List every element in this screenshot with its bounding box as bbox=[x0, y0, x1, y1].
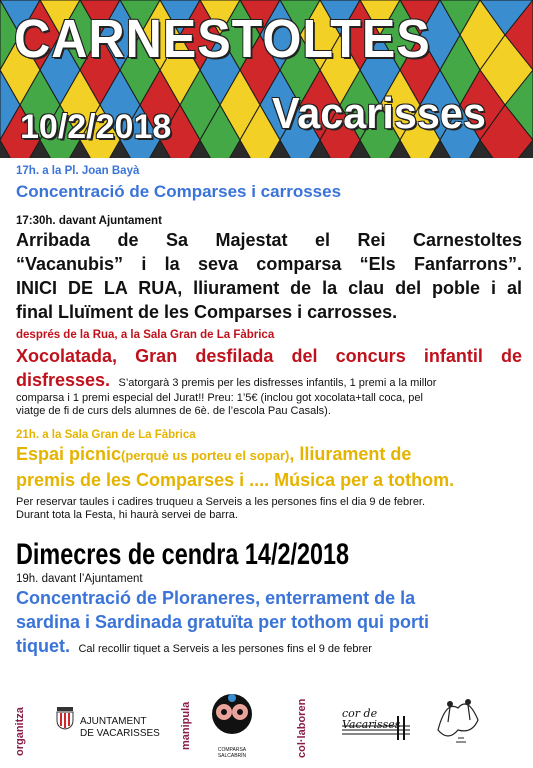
event-text-line: final Lluïment de les Comparses i carrosses. bbox=[16, 302, 398, 322]
banner-town: Vacarisses bbox=[272, 89, 486, 138]
comparsa-text: COMPARSA SALCABRÍN bbox=[217, 747, 247, 759]
event-concentracio bbox=[16, 164, 522, 214]
wednesday-heading: Dimecres de cendra 14/2/2018 bbox=[16, 538, 350, 571]
organitza-label: organitza bbox=[14, 707, 26, 756]
event-text-line: Espai picnic bbox=[16, 444, 122, 464]
cor-vacarisses-logo bbox=[340, 704, 412, 749]
ajuntament-line2: DE VACARISSES bbox=[80, 728, 160, 739]
event-note: S’atorgarà 3 premis per les disfresses infantils, 1 premi a la millor bbox=[118, 377, 437, 389]
event-text-line: “Vacanubis” i la seva comparsa “Els Fanfarrons”. bbox=[16, 254, 522, 274]
dancers-icon bbox=[428, 690, 490, 750]
event-note: Per reservar taules i cadires truqueu a Serveis a les persones fins el dia 9 de febrer. bbox=[16, 496, 426, 508]
event-text-line: premis de les Comparses i .... Música per a tothom. bbox=[16, 470, 455, 490]
event-headline: Concentració de Comparses i carrosses bbox=[16, 182, 342, 201]
banner-date: 10/2/2018 bbox=[20, 108, 172, 146]
dance-group-logo bbox=[428, 690, 490, 755]
wednesday-section bbox=[16, 540, 522, 658]
ajuntament-text bbox=[80, 716, 160, 740]
footer-logos bbox=[0, 684, 533, 764]
event-time: 21h. a la Sala Gran de La Fàbrica bbox=[16, 429, 196, 441]
cor-text: cor de Vacarisses bbox=[342, 707, 401, 731]
header-banner bbox=[0, 0, 533, 158]
event-text-line: tiquet. bbox=[16, 636, 70, 656]
banner-title: CARNESTOLTES bbox=[14, 9, 431, 69]
event-text-line: INICI DE LA RUA, lliurament de la clau del poble i al bbox=[16, 278, 522, 298]
event-time: 17h. a la Pl. Joan Bayà bbox=[16, 165, 140, 177]
colaboren-label: col·laboren bbox=[296, 698, 308, 758]
coat-of-arms-icon bbox=[56, 706, 74, 730]
event-picnic bbox=[16, 428, 522, 540]
ajuntament-line1: AJUNTAMENT bbox=[80, 716, 147, 727]
event-note: comparsa i 1 premi especial del Jurat!! Preu: 1’5€ (inclou got xocolata+tall coca, pel bbox=[16, 392, 423, 404]
manipula-label: manipula bbox=[180, 701, 192, 750]
event-text-line: Arribada de Sa Majestat el Rei Carnestoltes bbox=[16, 230, 522, 250]
event-text-row bbox=[16, 442, 522, 468]
event-xocolatada bbox=[16, 328, 522, 428]
event-text-row bbox=[16, 634, 522, 658]
program-content bbox=[16, 164, 522, 658]
event-arribada bbox=[16, 214, 522, 328]
event-text-line: Concentració de Ploraneres, enterrament de la bbox=[16, 588, 416, 608]
event-text-aside: (perquè us porteu el sopar) bbox=[121, 448, 290, 463]
comparsa-mask-icon bbox=[204, 692, 260, 742]
event-time: 17:30h. davant Ajuntament bbox=[16, 215, 162, 227]
event-note: Durant tota la Festa, hi haurà servei de barra. bbox=[16, 509, 238, 521]
event-text-line: Xocolatada, Gran desfilada del concurs infantil de bbox=[16, 346, 522, 366]
ajuntament-logo bbox=[56, 706, 74, 735]
event-text-row bbox=[16, 368, 522, 392]
event-time: després de la Rua, a la Sala Gran de La Fàbrica bbox=[16, 329, 275, 341]
event-time: 19h. davant l’Ajuntament bbox=[16, 573, 143, 585]
comparsa-logo bbox=[204, 692, 260, 759]
event-text-line: disfresses. bbox=[16, 370, 111, 390]
event-text-line: sardina i Sardinada gratuïta per tothom qui porti bbox=[16, 612, 430, 632]
event-note: Cal recollir tiquet a Serveis a les persones fins el 9 de febrer bbox=[78, 643, 372, 655]
event-text-line: , lliurament de bbox=[289, 444, 412, 464]
event-note: viatge de fi de curs dels alumnes de 6è. de l’escola Pau Casals). bbox=[16, 405, 331, 417]
